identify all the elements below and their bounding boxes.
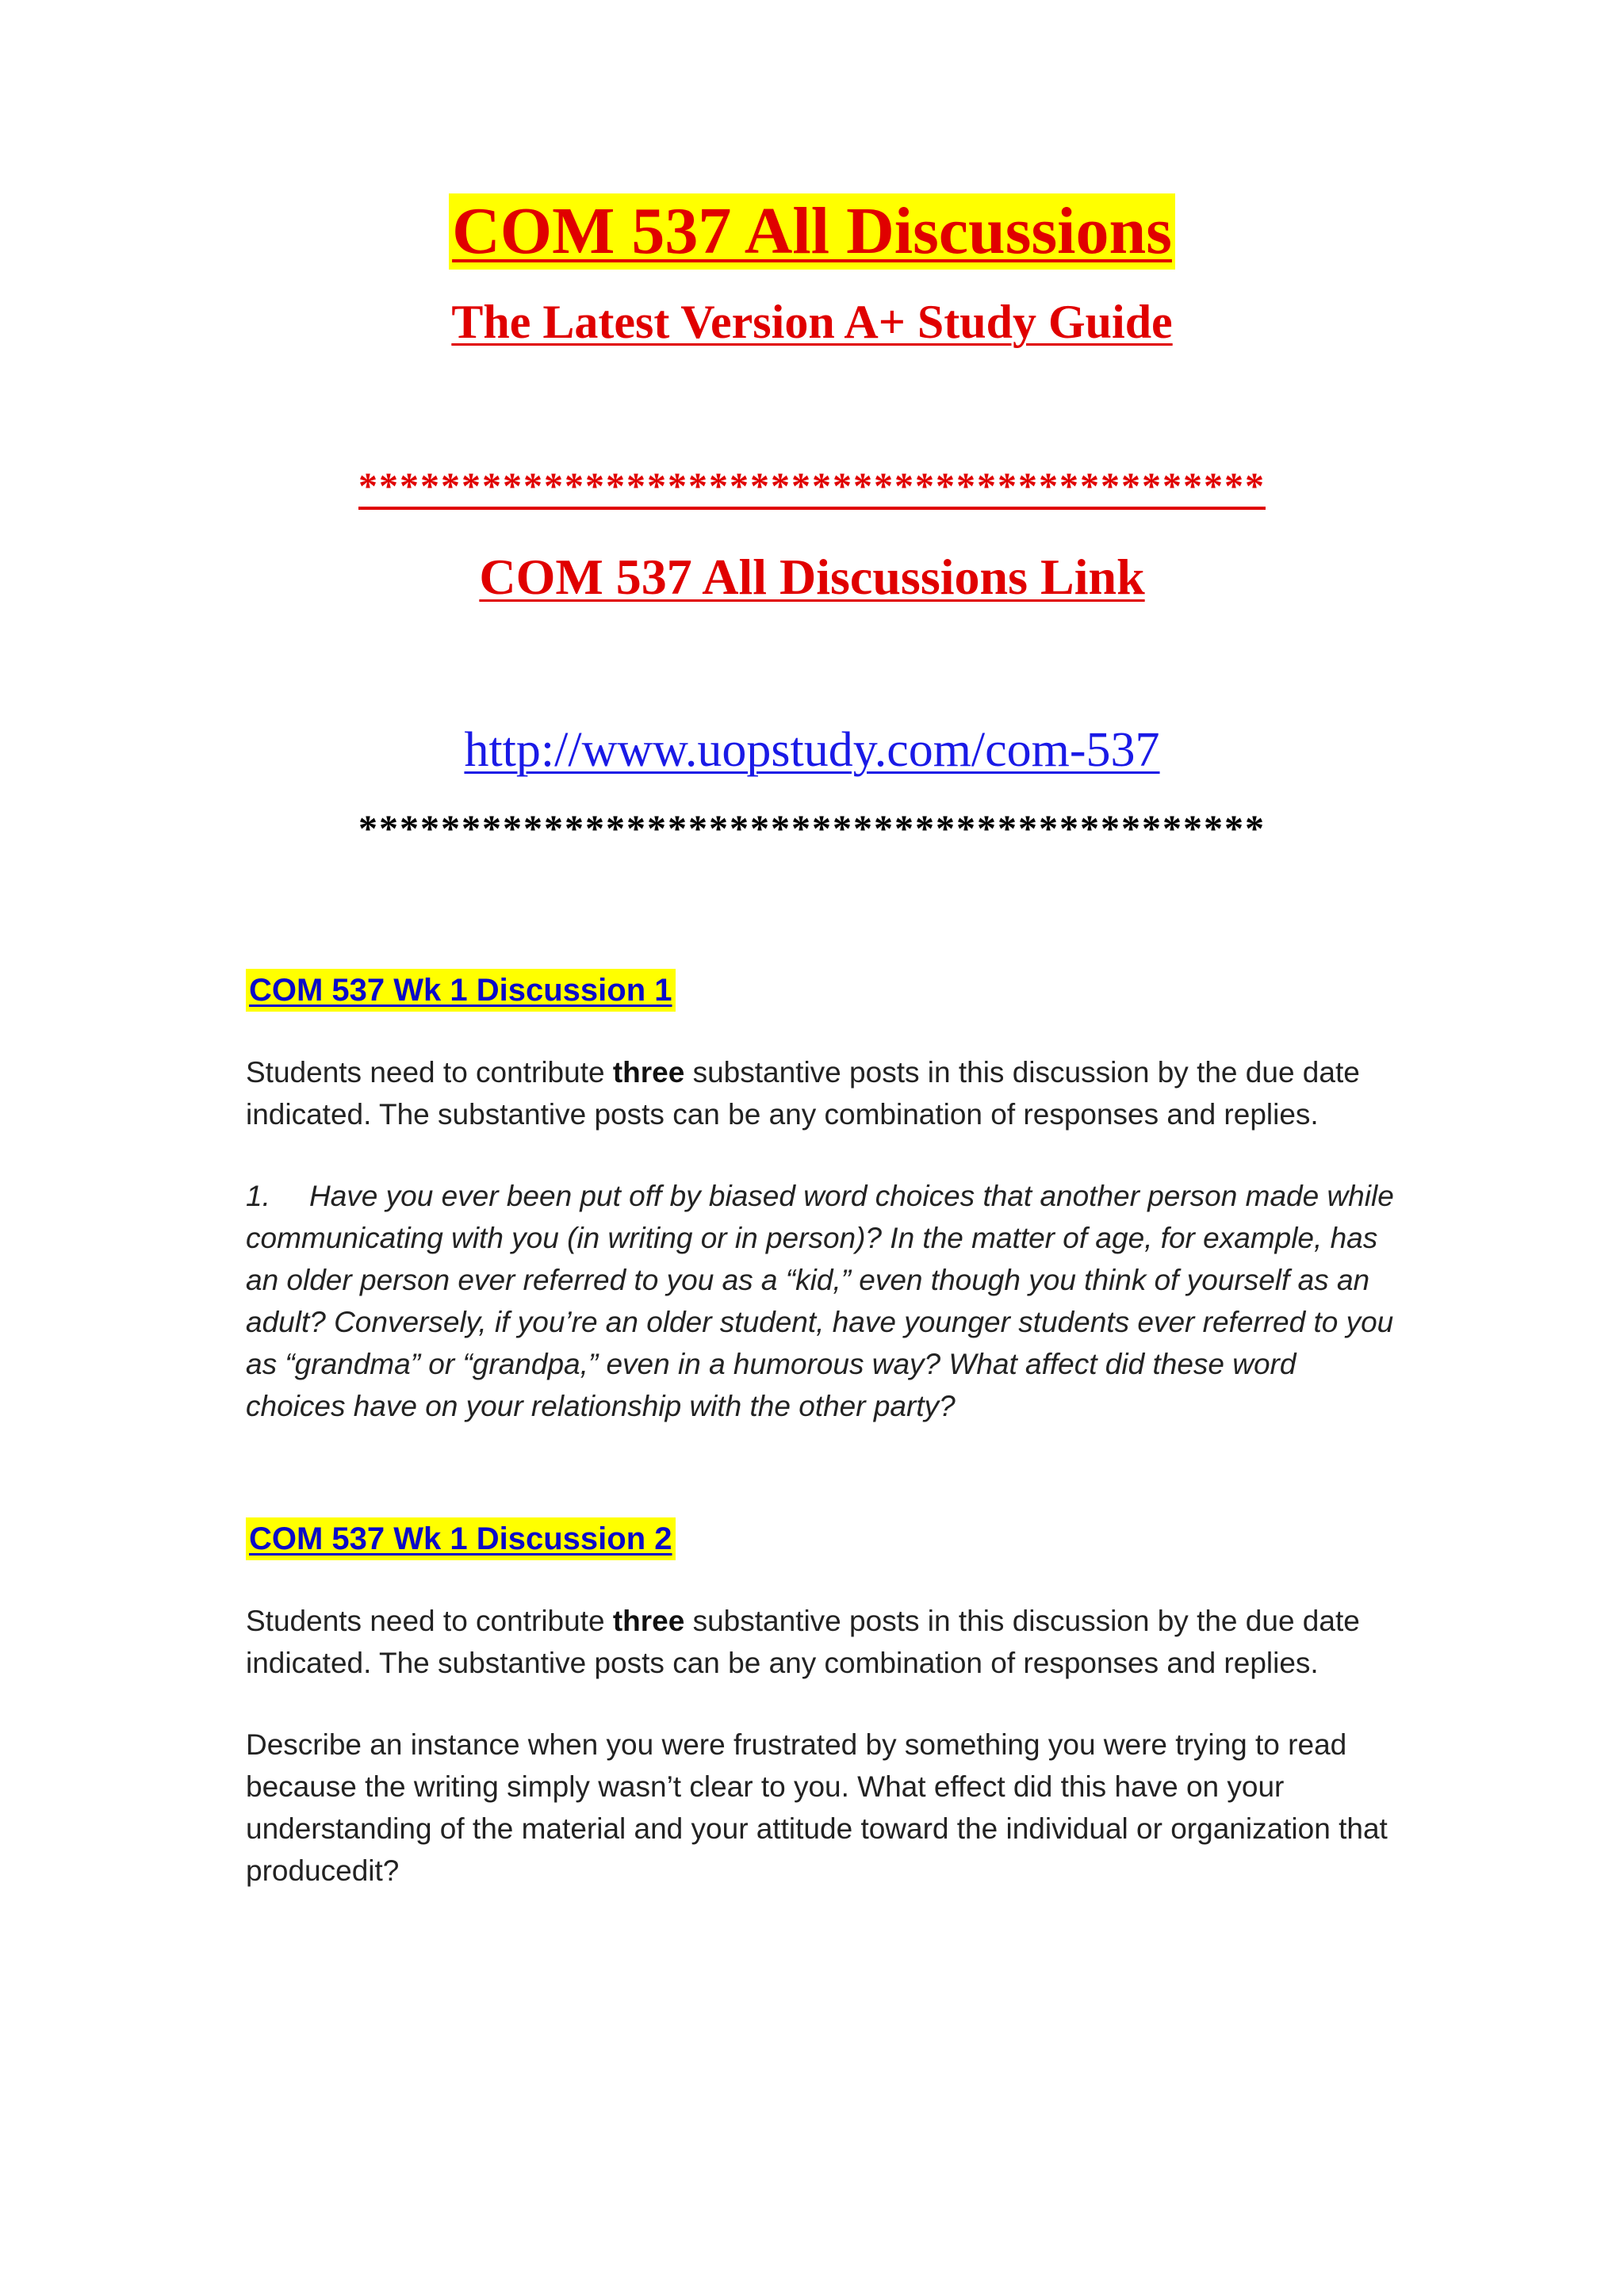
section-2-intro-end: substantive posts in this discussion by the due date indicated. The substantive posts can be any combination of responses and replies.	[246, 1605, 1360, 1679]
stars-divider-top: ********************************************	[358, 465, 1266, 507]
section-2-intro-start: Students need to contribute	[246, 1605, 613, 1637]
page-title-text: COM 537 All Discussions	[449, 193, 1175, 270]
section-2-question: Describe an instance when you were frustrated by something you were trying to read because the writing simply wasn’t clear to you. What effect did this have on your understanding of the material and your attitude toward the individual or organization that producedit?	[246, 1728, 1388, 1887]
section-2-intro-bold: three	[612, 1605, 685, 1637]
section-2-heading	[246, 1517, 676, 1560]
section-1-intro-start: Students need to contribute	[246, 1056, 613, 1089]
link-title: COM 537 All Discussions Link	[479, 549, 1145, 605]
study-link[interactable]: http://www.uopstudy.com/com-537	[464, 723, 1160, 777]
section-1-question-text: Have you ever been put off by biased word choices that another person made while communicating with you (in writing or in person)? In the matter of age, for example, has an older person ever referred to you as a “kid,” even though you think of yourself as an adult? Conversely, if you’re an older student, have younger students ever referred to you as “grandma” or “grandpa,” even in a humorous way? What affect did these word choices have on your relationship with the other party?	[246, 1180, 1394, 1422]
section-1-question	[246, 1175, 1404, 1427]
section-1-intro	[246, 1051, 1404, 1135]
section-1-heading-link[interactable]: COM 537 Wk 1 Discussion 1	[246, 969, 676, 1012]
page-subtitle: The Latest Version A+ Study Guide	[451, 296, 1173, 348]
page-title	[0, 193, 1624, 270]
question-number: 1.	[246, 1180, 270, 1212]
section-1-heading	[246, 969, 676, 1012]
section-1-intro-bold: three	[612, 1056, 685, 1089]
stars-divider-bottom: ********************************************	[358, 808, 1266, 850]
section-2-heading-link[interactable]: COM 537 Wk 1 Discussion 2	[246, 1517, 676, 1560]
section-2-intro	[246, 1600, 1404, 1684]
section-1-intro-end: substantive posts in this discussion by the due date indicated. The substantive posts can be any combination of responses and replies.	[246, 1056, 1360, 1131]
